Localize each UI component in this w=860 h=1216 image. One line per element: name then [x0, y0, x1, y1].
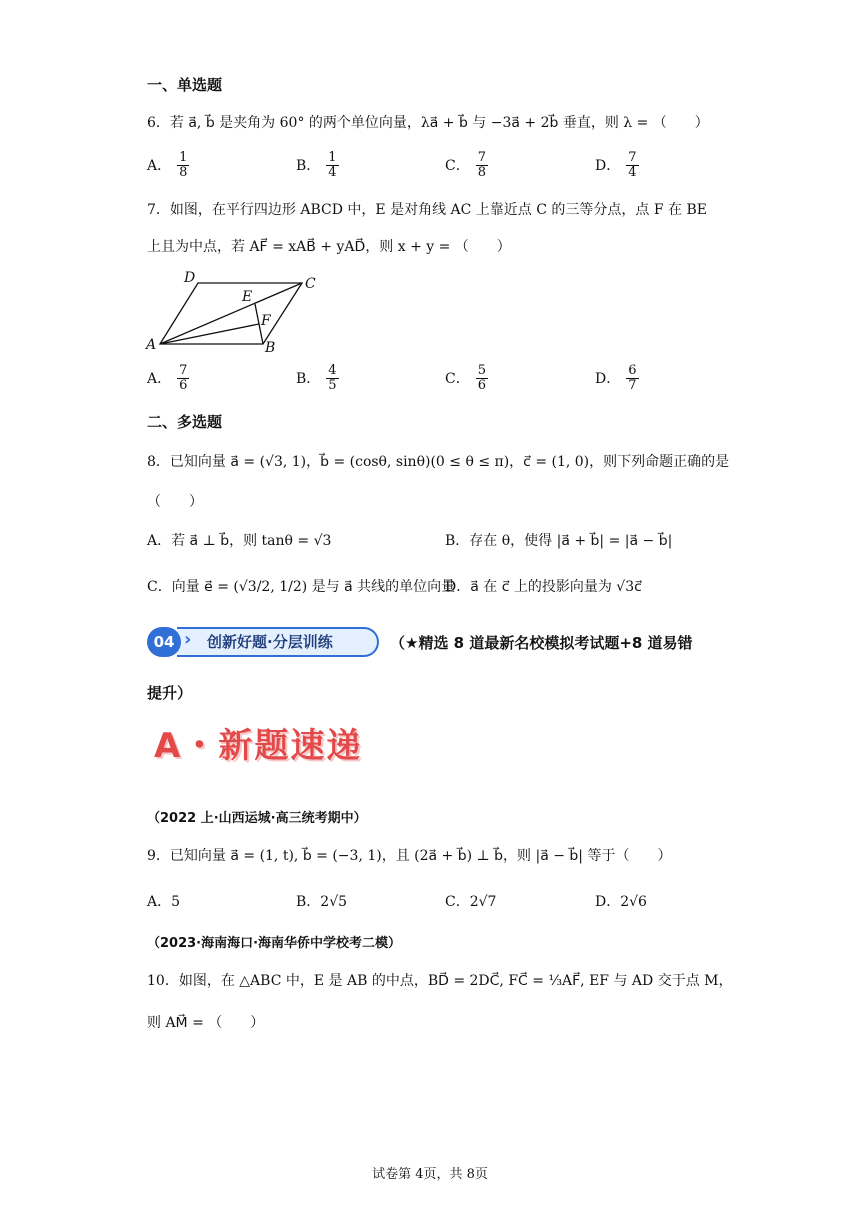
- denominator: 4: [328, 165, 337, 181]
- section-title-single-choice: 一、单选题: [147, 76, 223, 94]
- numerator: 4: [328, 363, 337, 378]
- denominator: 4: [628, 165, 637, 181]
- denominator: 8: [477, 165, 486, 181]
- question-7-line1: 7．如图，在平行四边形 ABCD 中，E 是对角线 AC 上靠近点 C 的三等分点，点 F 在 BE: [147, 202, 707, 218]
- fraction: [476, 151, 488, 181]
- q7-option-c: [445, 364, 488, 394]
- label-d: D: [184, 270, 196, 286]
- question-8-line2: （ ）: [147, 494, 203, 510]
- option-label: A．: [147, 370, 172, 387]
- banner-label: 创新好题·分层训练: [207, 633, 333, 651]
- option-label: D．: [595, 157, 621, 174]
- q8-option-c: C．向量 e⃗ = (√3/2, 1/2) 是与 a⃗ 共线的单位向量: [147, 579, 456, 595]
- question-10-line1: 10．如图，在 △ABC 中，E 是 AB 的中点，BD⃗ = 2DC⃗, FC⃗ = ⅓AF⃗, EF 与 AD 交于点 M，: [147, 973, 733, 989]
- q6-option-b: [296, 151, 339, 181]
- q8-option-b: B．存在 θ，使得 |a⃗ + b⃗| = |a⃗ − b⃗|: [445, 533, 673, 549]
- denominator: 7: [628, 378, 637, 394]
- denominator: 8: [179, 165, 188, 181]
- option-label: B．: [296, 370, 321, 387]
- label-f: F: [261, 313, 271, 329]
- fraction: [476, 364, 488, 394]
- fraction: [326, 364, 338, 394]
- q8-option-d: D．a⃗ 在 c⃗ 上的投影向量为 √3c⃗: [445, 579, 642, 595]
- option-label: D．: [595, 370, 621, 387]
- q9-source: （2022 上·山西运城·高三统考期中）: [147, 811, 367, 826]
- label-b: B: [265, 340, 276, 356]
- page-footer: 试卷第 4页，共 8页: [372, 1167, 488, 1182]
- fraction: [177, 364, 189, 394]
- question-9-text: 9．已知向量 a⃗ = (1, t), b⃗ = (−3, 1)，且 (2a⃗ + b⃗) ⊥ b⃗，则 |a⃗ − b⃗| 等于（ ）: [147, 848, 672, 864]
- section-banner: [147, 625, 385, 659]
- numerator: 7: [477, 150, 486, 165]
- numerator: 1: [179, 150, 188, 165]
- denominator: 5: [328, 378, 337, 394]
- q10-source: （2023·海南海口·海南华侨中学校考二模）: [147, 936, 402, 951]
- banner-note-line2: 提升）: [147, 684, 193, 702]
- label-e: E: [242, 289, 253, 305]
- option-label: A．: [147, 157, 172, 174]
- diagonal-ac: [160, 283, 302, 344]
- q7-option-b: [296, 364, 339, 394]
- q9-option-a: A．5: [147, 894, 181, 910]
- option-label: C．: [445, 370, 470, 387]
- section-title-multiple-choice: 二、多选题: [147, 413, 223, 431]
- fraction: [177, 151, 189, 181]
- q7-option-d: [595, 364, 639, 394]
- q9-option-b: B．2√5: [296, 894, 348, 910]
- fraction: [626, 364, 638, 394]
- numerator: 6: [628, 363, 637, 378]
- label-c: C: [305, 276, 316, 292]
- q6-option-d: [595, 151, 639, 181]
- q9-option-c: C．2√7: [445, 894, 497, 910]
- label-a: A: [146, 337, 157, 353]
- fraction: [626, 151, 638, 181]
- q6-option-c: [445, 151, 488, 181]
- question-8-line1: 8．已知向量 a⃗ = (√3, 1)，b⃗ = (cosθ, sinθ)(0 ≤ θ ≤ π)，c⃗ = (1, 0)，则下列命题正确的是: [147, 454, 730, 470]
- parallelogram-figure: [140, 268, 330, 358]
- numerator: 5: [477, 363, 486, 378]
- banner-note-line1: （★精选 8 道最新名校模拟考试题+8 道易错: [390, 634, 693, 652]
- question-10-line2: 则 AM⃗ = （ ）: [147, 1015, 265, 1031]
- option-label: C．: [445, 157, 470, 174]
- question-6-text: 6．若 a⃗, b⃗ 是夹角为 60° 的两个单位向量，λa⃗ + b⃗ 与 −3a⃗ + 2b⃗ 垂直，则 λ = （ ）: [147, 115, 709, 131]
- numerator: 1: [328, 150, 337, 165]
- denominator: 6: [477, 378, 486, 394]
- q6-option-a: [147, 151, 189, 181]
- fraction: [326, 151, 338, 181]
- banner-badge: 04: [147, 627, 181, 657]
- q8-option-a: A．若 a⃗ ⊥ b⃗，则 tanθ = √3: [147, 533, 332, 549]
- question-7-line2: 上且为中点，若 AF⃗ = xAB⃗ + yAD⃗，则 x + y = （ ）: [147, 239, 511, 255]
- option-label: B．: [296, 157, 321, 174]
- q7-option-a: [147, 364, 189, 394]
- denominator: 6: [179, 378, 188, 394]
- q9-option-d: D．2√6: [595, 894, 647, 910]
- segment-af: [160, 324, 259, 344]
- numerator: 7: [628, 150, 637, 165]
- numerator: 7: [179, 363, 188, 378]
- new-questions-title: A・新题速递: [154, 726, 363, 766]
- chevron-right-icon: ›: [184, 629, 192, 650]
